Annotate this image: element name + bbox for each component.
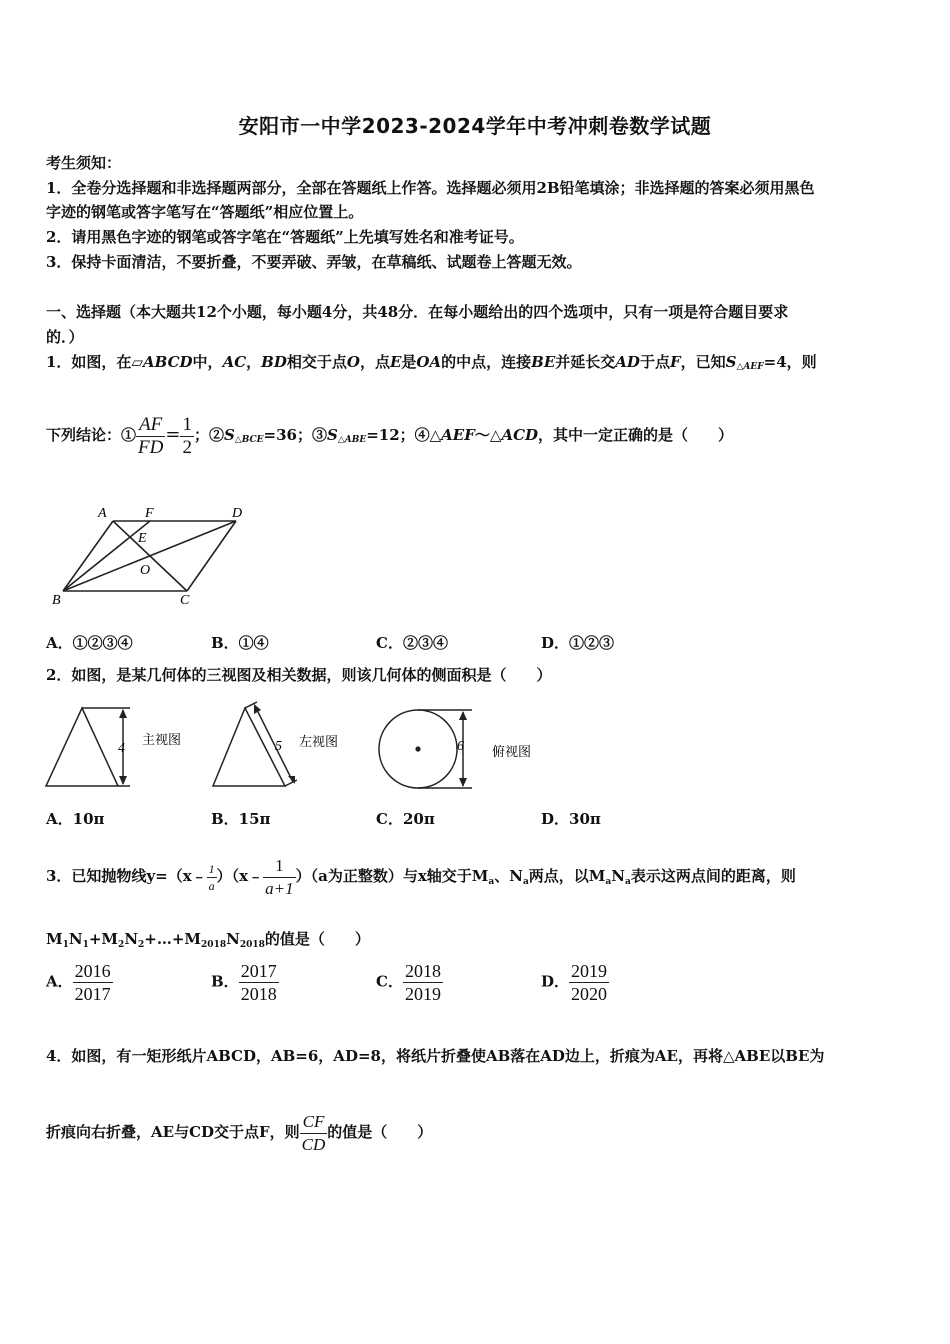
fraction-one-half: $\frac{1}{2}$ (182, 413, 192, 458)
figure-label-a: A (98, 506, 107, 521)
side-view-slant: 5 (275, 739, 282, 754)
q1-option-c[interactable]: C．②③④ (376, 634, 448, 652)
figure-label-b: B (52, 593, 61, 608)
figure-label-f: F (145, 506, 154, 521)
q4-stem-line-1: 4．如图，有一矩形纸片ABCD，AB=6，AD=8，将纸片折叠使AB落在AD边上，折痕为AE，再将△ABE以BE为 (46, 1047, 825, 1065)
fraction-1-over-a-plus-1: $\frac{1}{a+1}$ (265, 855, 294, 898)
q3-stem-line-2: $M_1N_1+M_2N_2+\dots+M_{2018}N_{2018}$的值是（ ） (46, 930, 370, 950)
q2-top-view (372, 700, 572, 795)
figure-label-o: O (140, 563, 151, 578)
q2-side-view (205, 700, 365, 795)
figure-label-d: D (232, 506, 243, 521)
q1-option-a[interactable]: A．①②③④ (46, 634, 133, 652)
side-view-label: 左视图 (299, 735, 339, 750)
fraction-cf-cd: $\frac{CF}{CD}$ (301, 1111, 326, 1154)
q2-option-c[interactable]: C．20π (376, 810, 435, 828)
q4-stem-line-2: 折痕向右折叠，AE与CD交于点F，则 $\frac{CF}{CD}$ 的值是（ ） (46, 1111, 433, 1154)
q1-conclusions: 下列结论：① $\frac{AF}{FD}$ = $\frac{1}{2}$ ；$②S_{\triangle BCE}=36$；$③S_{\triangle ABE}=12$；④△AEF～△ACD，其中一定正确的是（ ） (46, 413, 734, 458)
front-view-label: 主视图 (142, 733, 182, 748)
notice-item-1-line-1: 1．全卷分选择题和非选择题两部分，全部在答题纸上作答。选择题必须用2B铅笔填涂；非选择题的答案必须用黑色 (46, 179, 815, 197)
section-header-line-1: 一、选择题（本大题共12个小题，每小题4分，共48分．在每小题给出的四个选项中，只有一项是符合题目要求 (46, 303, 789, 321)
figure-label-e: E (138, 531, 147, 546)
q1-option-d[interactable]: D．①②③ (541, 634, 615, 652)
top-view-label: 俯视图 (492, 745, 532, 760)
front-view-height: 4 (118, 741, 125, 756)
q3-option-a[interactable]: A． $\frac{2016}{2017}$ (46, 961, 111, 1004)
q1-stem-line-1: 1．如图，在▱ABCD中，AC，BD相交于点O，点E是OA的中点，连接BE并延长交AD于点F，已知$S_{\triangle AEF}=4$，则 (46, 353, 817, 372)
q2-option-b[interactable]: B．15π (211, 810, 271, 828)
notice-heading: 考生须知： (46, 154, 122, 172)
notice-item-1-line-2: 字迹的钢笔或答字笔写在“答题纸”相应位置上。 (46, 203, 364, 221)
q2-option-a[interactable]: A．10π (46, 810, 105, 828)
q2-stem: 2．如图，是某几何体的三视图及相关数据，则该几何体的侧面积是（ ） (46, 666, 552, 684)
q1-parallelogram-figure (46, 500, 256, 612)
q3-stem-line-1: 3．已知抛物线y=（x﹣ $\frac{1}{a}$ ）（x﹣ $\frac{1}{a+1}$ ）（a为正整数）与x轴交于$M_a$、$N_a$两点，以$M_aN_a$表示这两点间的距离，则 (46, 855, 796, 898)
q3-option-b[interactable]: B． $\frac{2017}{2018}$ (211, 961, 277, 1004)
q2-option-d[interactable]: D．30π (541, 810, 601, 828)
page-title: 安阳市一中学2023-2024学年中考冲刺卷数学试题 (238, 114, 712, 138)
q3-option-d[interactable]: D． $\frac{2019}{2020}$ (541, 961, 608, 1004)
q1-option-b[interactable]: B．①④ (211, 634, 269, 652)
fraction-af-fd: $\frac{AF}{FD}$ (138, 413, 164, 458)
figure-label-c: C (180, 593, 190, 608)
top-view-diameter: 6 (457, 739, 464, 754)
notice-item-2: 2．请用黑色字迹的钢笔或答字笔在“答题纸”上先填写姓名和准考证号。 (46, 228, 524, 246)
notice-item-3: 3．保持卡面清洁，不要折叠，不要弄破、弄皱，在草稿纸、试题卷上答题无效。 (46, 253, 582, 271)
section-header-line-2: 的．） (46, 328, 84, 346)
fraction-1-over-a: $\frac{1}{a}$ (208, 861, 215, 893)
q3-option-c[interactable]: C． $\frac{2018}{2019}$ (376, 961, 441, 1004)
q2-front-view (40, 700, 200, 795)
